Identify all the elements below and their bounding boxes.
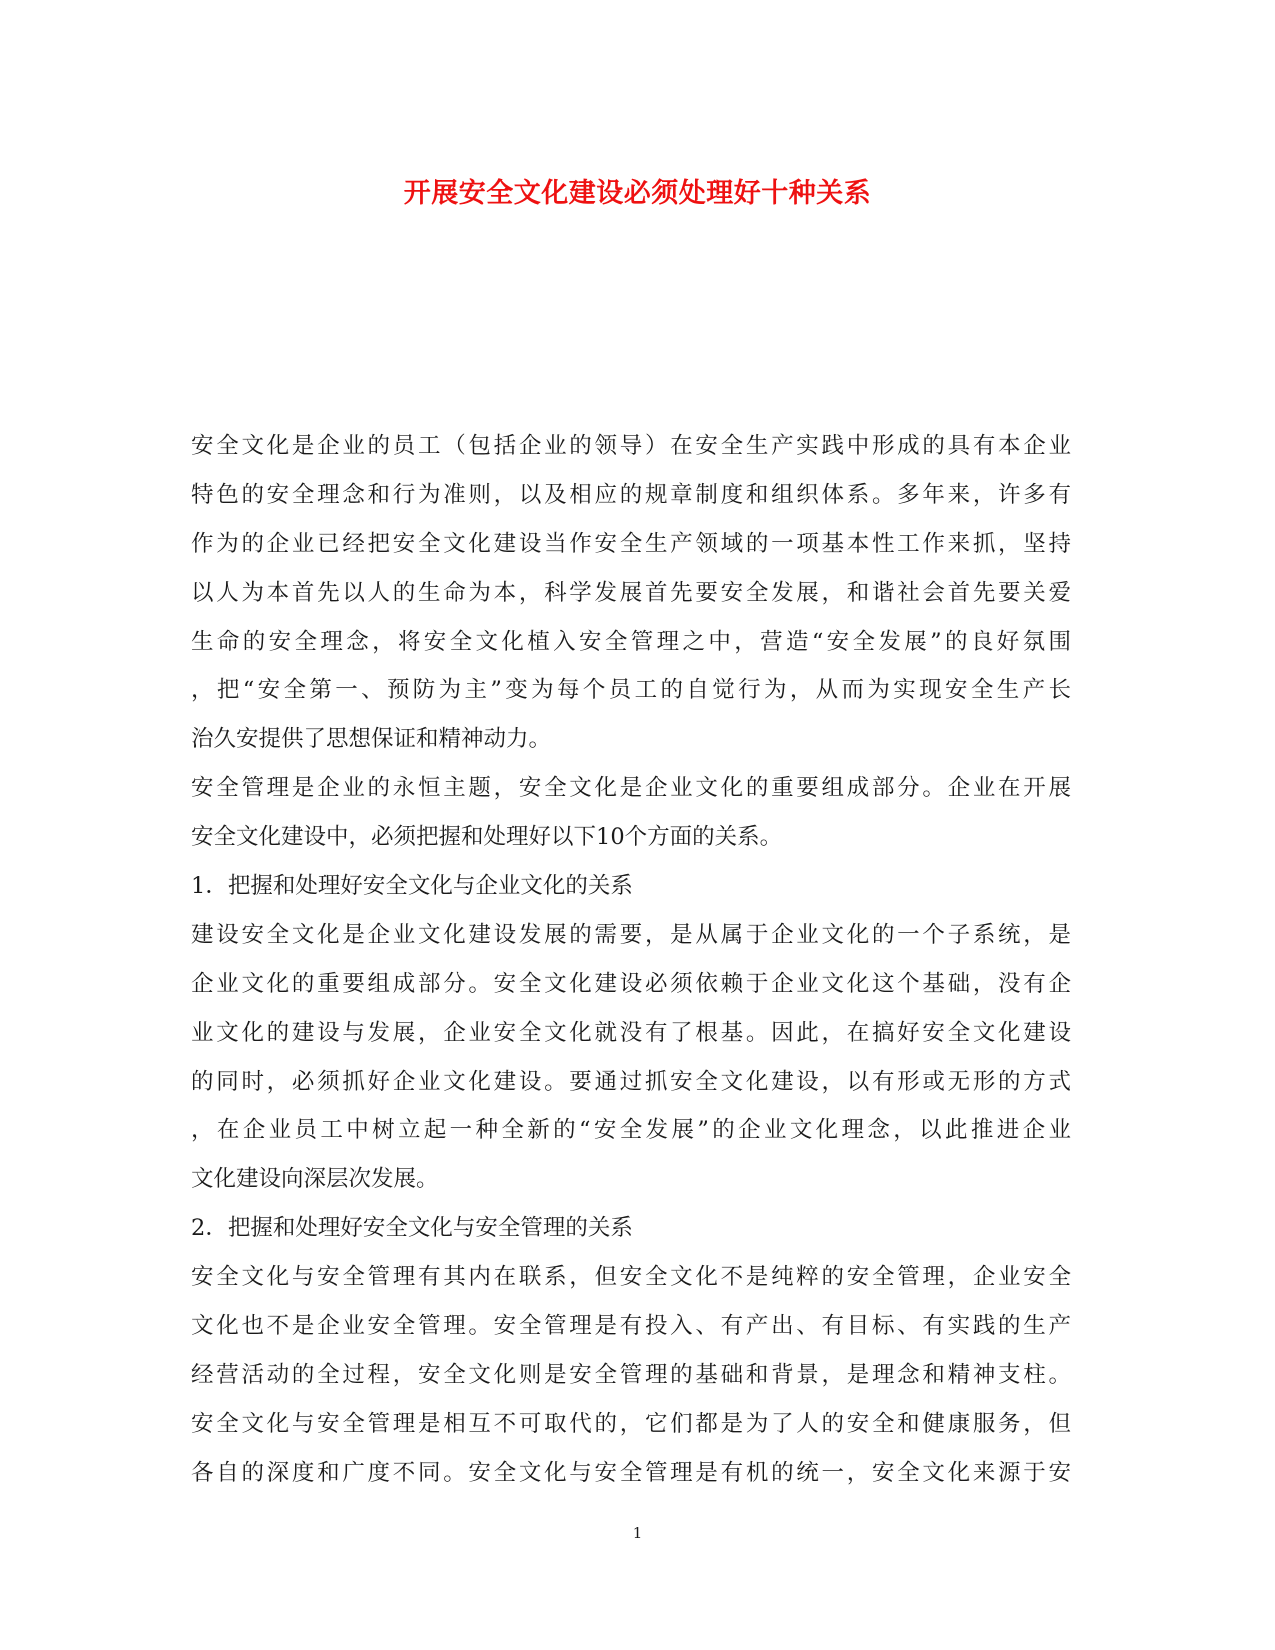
- text-line: 作为的企业已经把安全文化建设当作安全生产领域的一项基本性工作来抓，坚持: [191, 530, 1071, 557]
- text-line: 治久安提供了思想保证和精神动力。: [191, 726, 552, 753]
- text-line: 经营活动的全过程，安全文化则是安全管理的基础和背景，是理念和精神支柱。: [191, 1361, 1071, 1388]
- section-heading: 1．把握和处理好安全文化与企业文化的关系: [191, 873, 633, 900]
- text-line: 安全文化建设中，必须把握和处理好以下10个方面的关系。: [191, 824, 783, 851]
- text-line: 企业文化的重要组成部分。安全文化建设必须依赖于企业文化这个基础，没有企: [191, 970, 1071, 997]
- text-line: 建设安全文化是企业文化建设发展的需要，是从属于企业文化的一个子系统，是: [191, 921, 1071, 948]
- page-number: 1: [632, 1524, 643, 1542]
- text-line: 的同时，必须抓好企业文化建设。要通过抓安全文化建设，以有形或无形的方式: [191, 1068, 1071, 1095]
- text-line: 以人为本首先以人的生命为本，科学发展首先要安全发展，和谐社会首先要关爱: [191, 579, 1071, 606]
- text-line: 业文化的建设与发展，企业安全文化就没有了根基。因此，在搞好安全文化建设: [191, 1019, 1071, 1046]
- text-line: 特色的安全理念和行为准则，以及相应的规章制度和组织体系。多年来，许多有: [191, 481, 1071, 508]
- text-line: 文化建设向深层次发展。: [191, 1166, 439, 1193]
- document-body: [191, 422, 1071, 1498]
- document-title: 开展安全文化建设必须处理好十种关系: [403, 178, 872, 209]
- section-heading: 2．把握和处理好安全文化与安全管理的关系: [191, 1215, 633, 1242]
- text-line: 安全文化是企业的员工（包括企业的领导）在安全生产实践中形成的具有本企业: [191, 433, 1071, 459]
- text-line: 安全管理是企业的永恒主题，安全文化是企业文化的重要组成部分。企业在开展: [191, 775, 1071, 802]
- text-line: 安全文化与安全管理是相互不可取代的，它们都是为了人的安全和健康服务，但: [191, 1410, 1071, 1437]
- text-line: 生命的安全理念，将安全文化植入安全管理之中，营造“安全发展”的良好氛围: [191, 628, 1071, 655]
- text-line: ，把“安全第一、预防为主”变为每个员工的自觉行为，从而为实现安全生产长: [191, 677, 1071, 704]
- text-line: 各自的深度和广度不同。安全文化与安全管理是有机的统一，安全文化来源于安: [191, 1459, 1071, 1486]
- text-line: 安全文化与安全管理有其内在联系，但安全文化不是纯粹的安全管理，企业安全: [191, 1264, 1071, 1291]
- text-line: 文化也不是企业安全管理。安全管理是有投入、有产出、有目标、有实践的生产: [191, 1313, 1071, 1340]
- text-line: ，在企业员工中树立起一种全新的“安全发展”的企业文化理念，以此推进企业: [191, 1117, 1071, 1144]
